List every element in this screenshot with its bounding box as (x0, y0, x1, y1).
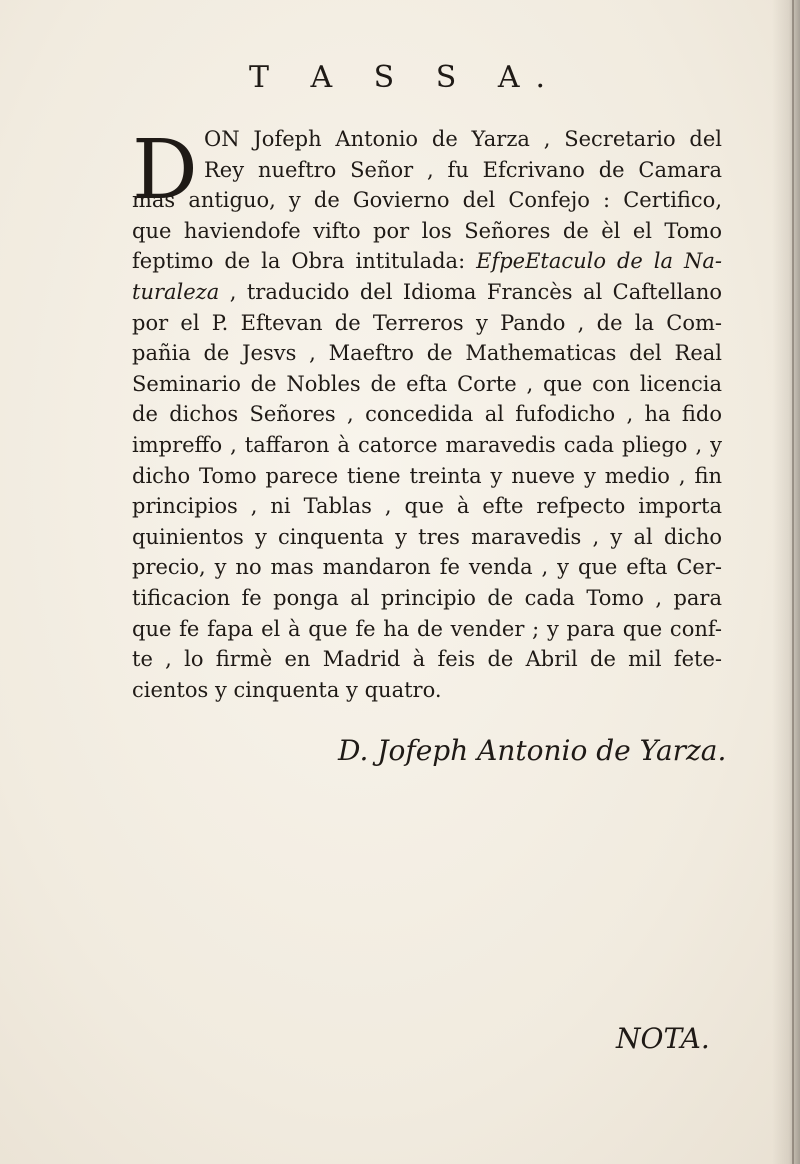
text-line-13: principios , ni Tablas , que à efte refpecto importa (132, 494, 722, 519)
text-line-10: de dichos Señores , concedida al fufodicho , ha fido (132, 402, 722, 427)
text-line-6: turaleza , traducido del Idioma Francès al Caftellano (132, 279, 722, 304)
page-edge-line (792, 0, 794, 1164)
text-line-15: precio, y no mas mandaron fe venda , y que efta Cer- (132, 555, 722, 580)
text-line-8: pañia de Jesvs , Maeftro de Mathematicas del Real (132, 341, 722, 366)
book-title-part-1: EfpeEtaculo de la Na- (476, 249, 722, 274)
text-line-16: tificacion fe ponga al principio de cada Tomo , para (132, 585, 722, 610)
text-line-9: Seminario de Nobles de efta Corte , que con licencia (132, 371, 722, 396)
text-line-3: mas antiguo, y de Govierno del Confejo : Certifico, (132, 188, 722, 213)
text-line-19: cientos y cinquenta y quatro. (132, 677, 442, 702)
certificate-text (132, 124, 722, 705)
text-line-17: que fe fapa el à que fe ha de vender ; y para que conf- (132, 616, 722, 641)
book-title-part-2: turaleza (132, 279, 220, 304)
text-line-5: feptimo de la Obra intitulada: EfpeEtaculo de la Na- (132, 249, 722, 274)
text-line-7: por el P. Eftevan de Terreros y Pando , de la Com- (132, 310, 722, 335)
text-line-12: dicho Tomo parece tiene treinta y nueve y medio , fin (132, 463, 722, 488)
text-line-1: ON Jofeph Antonio de Yarza , Secretario del (204, 127, 722, 151)
text-line-4: que haviendofe vifto por los Señores de èl el Tomo (132, 218, 722, 243)
page-heading: T A S S A. (248, 60, 562, 95)
catchword: NOTA. (616, 1022, 710, 1055)
signature: D. Jofeph Antonio de Yarza. (338, 734, 727, 767)
text-line-2: Rey nueftro Señor , fu Efcrivano de Camara (204, 157, 722, 182)
drop-cap-initial: D (132, 123, 198, 218)
text-line-14: quinientos y cinquenta y tres maravedis , y al dicho (132, 524, 722, 549)
text-line-18: te , lo firmè en Madrid à feis de Abril de mil fete- (132, 647, 722, 672)
text-line-11: impreffo , taffaron à catorce maravedis cada pliego , y (132, 432, 722, 457)
page-edge-shadow (772, 0, 800, 1164)
